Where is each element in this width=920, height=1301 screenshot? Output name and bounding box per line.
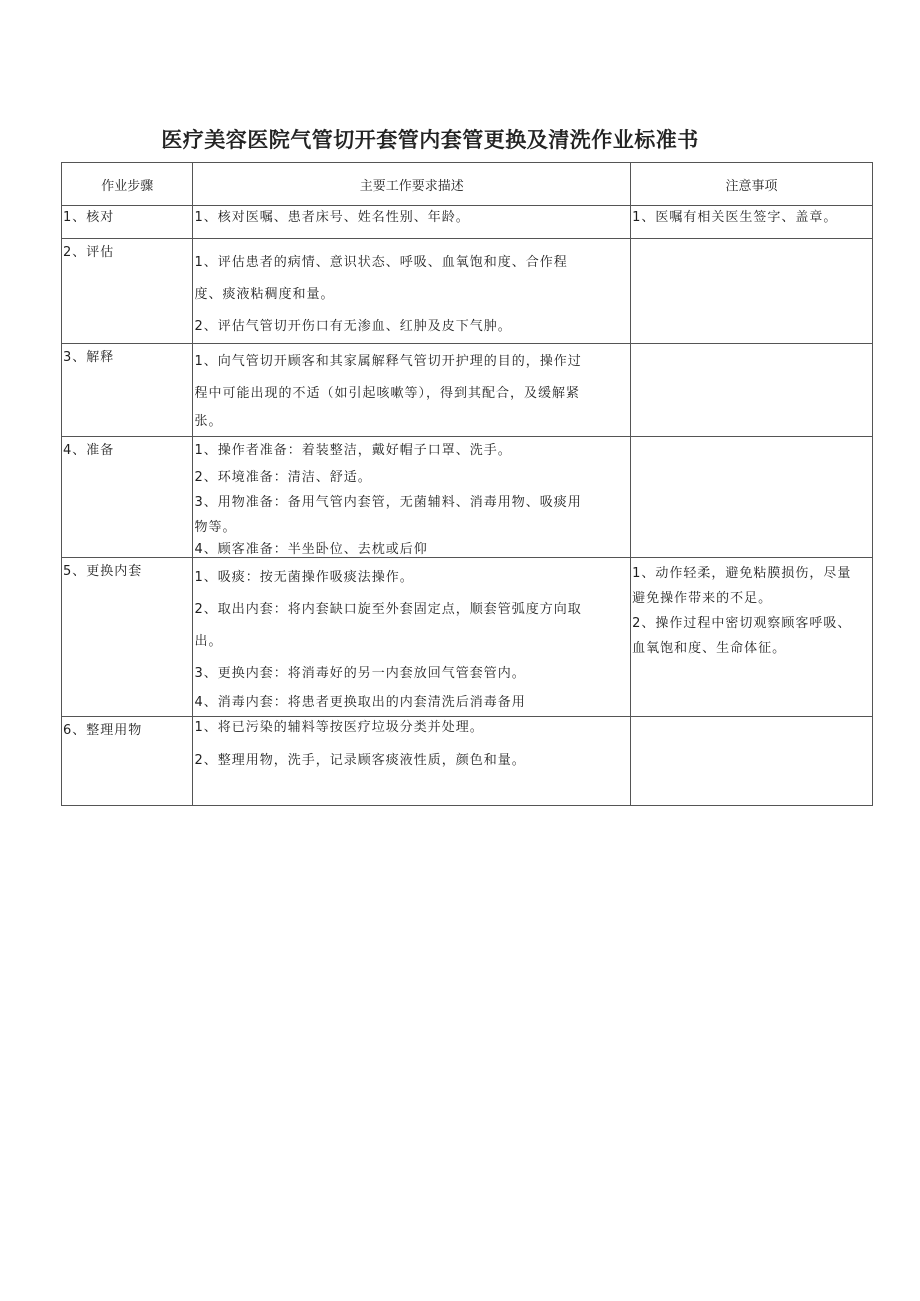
description-line: 2、整理用物，洗手，记录顾客痰液性质，颜色和量。 [194,753,526,768]
step-cell [62,206,193,239]
step-cell [62,437,193,558]
page-title: 医疗美容医院气管切开套管内套管更换及清洗作业标准书 [161,127,699,152]
description-line: 2、取出内套：将内套缺口旋至外套固定点，顺套管弧度方向取 [194,602,582,617]
step-label: 6、整理用物 [63,723,143,738]
table-row [62,344,873,437]
table-row [62,206,873,239]
header-step: 作业步骤 [62,163,193,206]
description-cell [193,717,631,806]
description-line: 1、核对医嘱、患者床号、姓名性别、年龄。 [194,210,470,225]
description-line: 2、环境准备：清洁、舒适。 [194,470,372,485]
step-cell [62,717,193,806]
step-label: 1、核对 [63,210,115,225]
step-label: 5、更换内套 [63,564,143,579]
table-header-row [62,163,873,206]
description-line: 张。 [194,414,223,429]
notes-cell [631,558,873,717]
table-row [62,717,873,806]
description-line: 4、顾客准备：半坐卧位、去枕或后仰 [194,542,428,556]
description-line: 物等。 [194,520,237,535]
notes-cell [631,239,873,344]
notes-cell [631,437,873,558]
table-row [62,437,873,558]
step-label: 4、准备 [63,443,115,458]
notes-cell [631,344,873,437]
description-line: 1、将已污染的辅料等按医疗垃圾分类并处理。 [194,720,484,735]
note-line: 2、操作过程中密切观察顾客呼吸、 [632,616,852,631]
description-cell [193,437,631,558]
description-line: 2、评估气管切开伤口有无渗血、红肿及皮下气肿。 [194,319,512,334]
description-line: 4、消毒内套：将患者更换取出的内套清洗后消毒备用 [194,695,526,710]
description-cell [193,558,631,717]
description-cell [193,239,631,344]
sop-table [61,162,873,806]
note-line: 避免操作带来的不足。 [632,591,773,606]
table-row [62,558,873,717]
description-line: 3、用物准备：备用气管内套管，无菌辅料、消毒用物、吸痰用 [194,495,582,510]
description-line: 1、吸痰：按无菌操作吸痰法操作。 [194,570,414,585]
note-line: 血氧饱和度、生命体征。 [632,641,787,656]
description-line: 3、更换内套：将消毒好的另一内套放回气管套管内。 [194,666,526,681]
step-cell [62,558,193,717]
note-line: 1、动作轻柔，避免粘膜损伤，尽量 [632,566,852,581]
table-row [62,239,873,344]
step-cell [62,344,193,437]
notes-cell [631,717,873,806]
notes-cell [631,206,873,239]
description-line: 1、评估患者的病情、意识状态、呼吸、血氧饱和度、合作程 [194,255,568,270]
description-line: 出。 [194,634,223,649]
description-cell [193,206,631,239]
header-description: 主要工作要求描述 [193,163,631,206]
step-label: 3、解释 [63,350,115,365]
description-line: 1、向气管切开顾客和其家属解释气管切开护理的目的，操作过 [194,354,582,369]
description-cell [193,344,631,437]
description-line: 1、操作者准备：着装整洁，戴好帽子口罩、洗手。 [194,443,512,458]
header-notes: 注意事项 [631,163,873,206]
step-cell [62,239,193,344]
note-line: 1、医嘱有相关医生签字、盖章。 [632,210,838,225]
step-label: 2、评估 [63,245,115,260]
description-line: 度、痰液粘稠度和量。 [194,287,335,302]
description-line: 程中可能出现的不适（如引起咳嗽等），得到其配合，及缓解紧 [194,386,580,401]
